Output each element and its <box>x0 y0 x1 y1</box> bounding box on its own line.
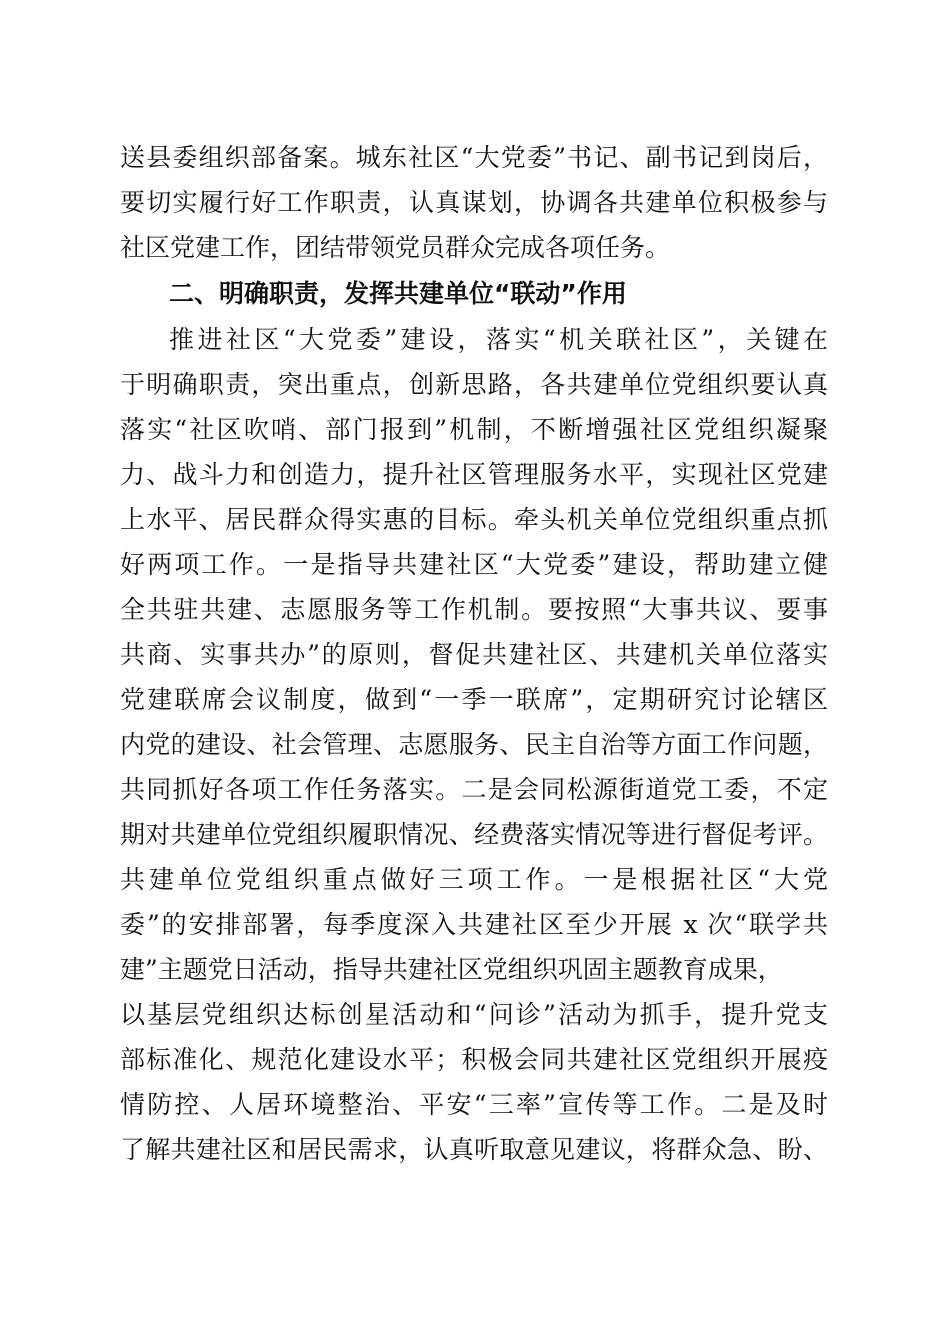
text-line: 了解共建社区和居民需求，认真听取意见建议，将群众急、盼、 <box>120 1135 828 1164</box>
paragraph-first-line: 推进社区“大党委”建设，落实“机关联社区”，关键在 <box>169 325 828 354</box>
text-line: 送县委组织部备案。城东社区“大党委”书记、副书记到岗后， <box>120 143 828 172</box>
text-line: 以基层党组织达标创星活动和“问诊”活动为抓手，提升党支 <box>120 1000 828 1029</box>
text-line: 建”主题党日活动，指导共建社区党组织巩固主题教育成果， <box>120 955 783 984</box>
text-line: 内党的建设、社会管理、志愿服务、民主自治等方面工作问题， <box>120 730 828 759</box>
text-line: 党建联席会议制度，做到“一季一联席”，定期研究讨论辖区 <box>120 685 828 714</box>
text-line: 共建单位党组织重点做好三项工作。一是根据社区“大党 <box>120 865 828 894</box>
text-line: 情防控、人居环境整治、平安“三率”宣传等工作。二是及时 <box>120 1090 828 1119</box>
text-line: 上水平、居民群众得实惠的目标。牵头机关单位党组织重点抓 <box>120 505 828 534</box>
section-heading: 二、明确职责，发挥共建单位“联动”作用 <box>169 279 627 308</box>
text-line: 要切实履行好工作职责，认真谋划，协调各共建单位积极参与 <box>120 188 828 217</box>
text-line: 力、战斗力和创造力，提升社区管理服务水平，实现社区党建 <box>120 460 828 489</box>
text-line: 全共驻共建、志愿服务等工作机制。要按照“大事共议、要事 <box>120 595 828 624</box>
text-line: 好两项工作。一是指导共建社区“大党委”建设，帮助建立健 <box>120 550 828 579</box>
text-line: 共同抓好各项工作任务落实。二是会同松源街道党工委，不定 <box>120 775 828 804</box>
text-line: 于明确职责，突出重点，创新思路，各共建单位党组织要认真 <box>120 370 828 399</box>
text-line: 期对共建单位党组织履职情况、经费落实情况等进行督促考评。 <box>120 820 828 849</box>
text-line: 部标准化、规范化建设水平；积极会同共建社区党组织开展疫 <box>120 1045 828 1074</box>
text-line: 社区党建工作，团结带领党员群众完成各项任务。 <box>120 233 671 262</box>
text-line: 委”的安排部署，每季度深入共建社区至少开展 x 次“联学共 <box>120 910 828 939</box>
text-line: 落实“社区吹哨、部门报到”机制，不断增强社区党组织凝聚 <box>120 415 828 444</box>
text-line: 共商、实事共办”的原则，督促共建社区、共建机关单位落实 <box>120 640 828 669</box>
